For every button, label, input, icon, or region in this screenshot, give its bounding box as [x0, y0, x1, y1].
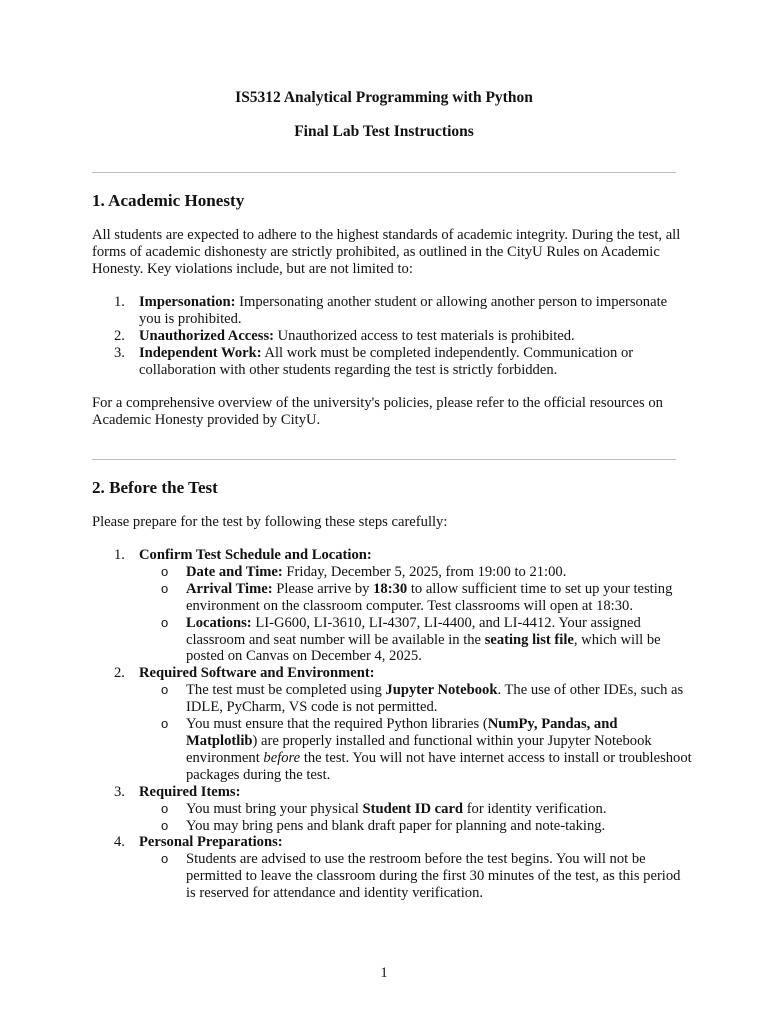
sub-item-bold: NumPy, Pandas, and Matplotlib — [186, 716, 618, 749]
page-number: 1 — [380, 965, 388, 981]
sub-item-label: Arrival Time: — [186, 580, 273, 597]
section-heading-before-the-test: 2. Before the Test — [92, 478, 218, 497]
item-label: Impersonation: — [139, 294, 236, 310]
sub-list-item — [139, 801, 692, 818]
list-item-required-items — [92, 784, 692, 835]
sub-list-item — [139, 716, 692, 784]
bullet: o — [161, 563, 169, 579]
sub-item-italic: before — [263, 749, 301, 766]
sub-item-text: You must bring your physical — [186, 800, 363, 817]
bullet: o — [161, 682, 169, 698]
sub-item-text: ) are properly installed and functional within your Jupyter Notebook environment — [186, 732, 652, 766]
item-text: Unauthorized access to test materials is prohibited. — [273, 327, 575, 344]
sub-item-bold: Jupyter Notebook — [385, 682, 498, 699]
academic-honesty-list — [92, 294, 692, 379]
sub-item-label: Date and Time: — [186, 563, 283, 580]
divider — [92, 172, 676, 173]
sub-item-text: The test must be completed using — [186, 682, 386, 699]
list-number: 2. — [114, 327, 125, 344]
sub-list-item — [139, 564, 692, 581]
list-item — [92, 345, 692, 379]
sub-list — [139, 801, 692, 835]
sub-item-text: Students are advised to use the restroom before the test begins. You will not be permitted to leave the classroom during the first 30 minutes of the test, as this period is reserved for attendance and identity verification. — [186, 851, 681, 902]
item-label: Unauthorized Access: — [139, 327, 274, 344]
sub-list-item — [139, 615, 692, 666]
sub-item-text: the test. You will not have internet access to install or troubleshoot packages during the test. — [186, 749, 692, 783]
sub-item-bold: seating list file — [484, 631, 574, 648]
sub-item-bold: Student ID card — [362, 800, 464, 817]
list-item — [92, 294, 692, 328]
sub-list-item — [139, 818, 692, 835]
bullet: o — [161, 800, 169, 816]
sub-item-label: Locations: — [186, 614, 252, 631]
list-item-software — [92, 665, 692, 783]
list-item-personal-preparations — [92, 834, 692, 902]
section-heading-academic-honesty: 1. Academic Honesty — [92, 191, 245, 210]
bullet: o — [161, 716, 169, 732]
item-label: Personal Preparations: — [139, 834, 283, 851]
before-test-intro: Please prepare for the test by following these steps carefully: — [92, 514, 448, 530]
sub-list-item — [139, 851, 692, 902]
item-label: Confirm Test Schedule and Location: — [139, 547, 372, 563]
sub-item-text: Friday, December 5, 2025, from 19:00 to 21:00. — [282, 563, 567, 580]
sub-list — [139, 564, 692, 665]
sub-list — [139, 851, 692, 902]
divider — [92, 459, 676, 460]
bullet: o — [161, 580, 169, 596]
sub-item-text: LI-G600, LI-3610, LI-4307, LI-4400, and LI-4412. Your assigned classroom and seat number will be available in the — [186, 614, 641, 648]
sub-item-text: for identity verification. — [463, 800, 607, 817]
item-text: All work must be completed independently. Communication or collaboration with other students regarding the test is strictly forbidden. — [139, 344, 634, 378]
bullet: o — [161, 614, 169, 630]
document-subtitle: Final Lab Test Instructions — [294, 123, 474, 140]
sub-list-item — [139, 581, 692, 615]
list-number: 1. — [114, 294, 125, 310]
document-title: IS5312 Analytical Programming with Python — [235, 89, 533, 106]
bullet: o — [161, 817, 169, 833]
before-test-list — [92, 547, 692, 902]
list-number: 3. — [114, 783, 125, 800]
list-number: 3. — [114, 344, 125, 361]
sub-item-text: to allow sufficient time to set up your testing environment on the classroom computer. Test classrooms will open at 18:30. — [186, 580, 673, 614]
item-label: Required Items: — [139, 783, 241, 800]
sub-item-text: Please arrive by — [272, 580, 374, 597]
sub-item-text: You may bring pens and blank draft paper for planning and note-taking. — [186, 817, 606, 834]
sub-list — [139, 682, 692, 783]
academic-honesty-outro: For a comprehensive overview of the university's policies, please refer to the official resources on Academic Honesty provided by CityU. — [92, 395, 663, 428]
list-number: 2. — [114, 665, 125, 682]
list-number: 1. — [114, 547, 125, 563]
academic-honesty-intro: All students are expected to adhere to the highest standards of academic integrity. During the test, all forms of academic dishonesty are strictly prohibited, as outlined in the CityU Rules on Academic Honesty. Key violations include, but are not limited to: — [92, 227, 681, 277]
sub-item-bold: 18:30 — [373, 580, 408, 597]
sub-list-item — [139, 682, 692, 716]
item-label: Independent Work: — [139, 344, 262, 361]
item-text: Impersonating another student or allowing another person to impersonate you is prohibited. — [139, 294, 668, 327]
sub-item-text: You must ensure that the required Python libraries ( — [186, 716, 488, 733]
sub-item-text: . The use of other IDEs, such as IDLE, PyCharm, VS code is not permitted. — [186, 682, 684, 716]
list-number: 4. — [114, 834, 125, 851]
item-label: Required Software and Environment: — [139, 665, 375, 682]
sub-item-text: , which will be posted on Canvas on December 4, 2025. — [186, 631, 661, 665]
list-item — [92, 328, 692, 345]
bullet: o — [161, 851, 169, 867]
list-item-schedule — [92, 547, 692, 665]
